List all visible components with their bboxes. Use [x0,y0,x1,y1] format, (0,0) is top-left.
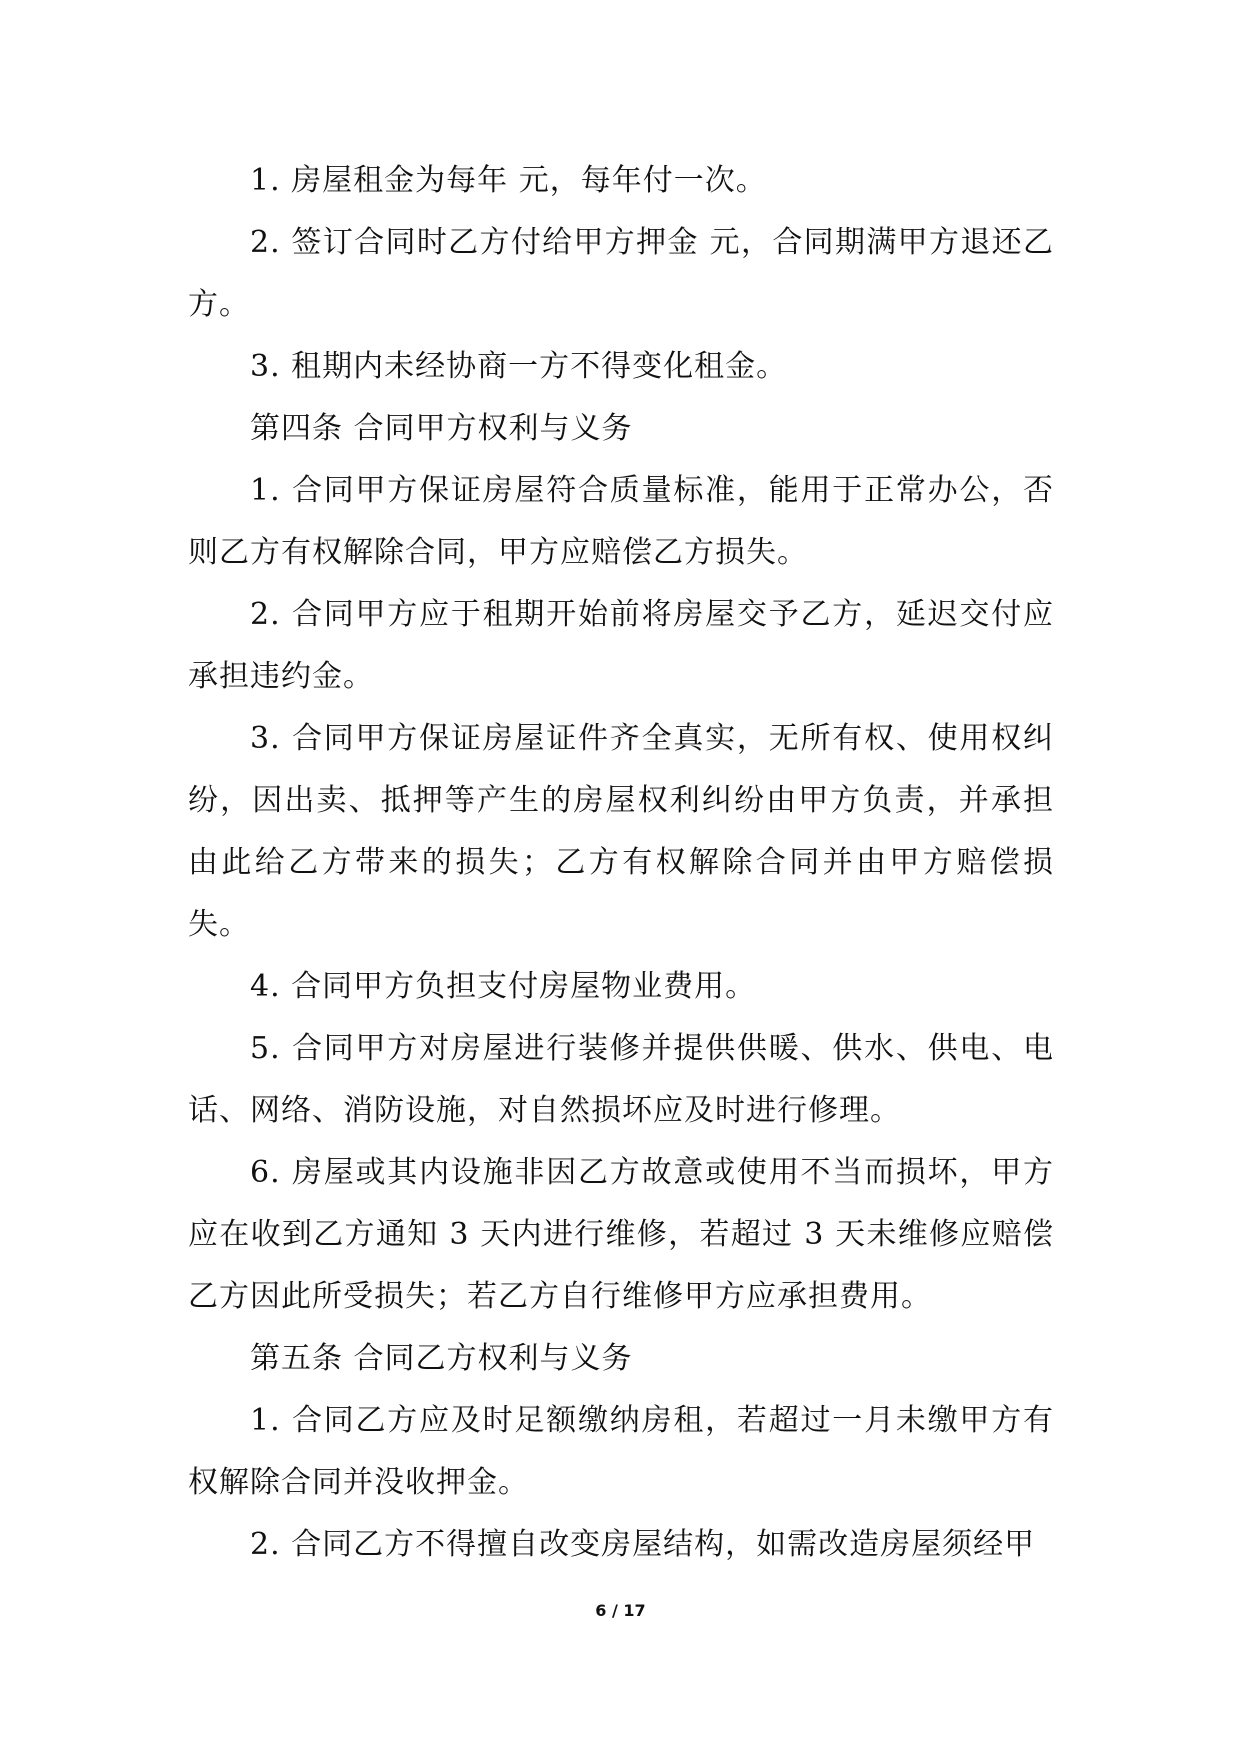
article-4-clause-1: 1. 合同甲方保证房屋符合质量标准，能用于正常办公，否则乙方有权解除合同，甲方应赔偿乙方损失。 [188,473,1054,570]
article-5-clause-1: 1. 合同乙方应及时足额缴纳房租，若超过一月未缴甲方有权解除合同并没收押金。 [188,1403,1054,1500]
article-4-clause-3: 3. 合同甲方保证房屋证件齐全真实，无所有权、使用权纠纷，因出卖、抵押等产生的房屋权利纠纷由甲方负责，并承担由此给乙方带来的损失；乙方有权解除合同并由甲方赔偿损失。 [188,721,1054,942]
page-number: 6 / 17 [595,1601,646,1620]
document-body [188,150,1054,1576]
rent-clause-2: 2. 签订合同时乙方付给甲方押金 元，合同期满甲方退还乙方。 [188,225,1054,322]
article-4-heading: 第四条 合同甲方权利与义务 [250,411,633,446]
article-4-clause-4: 4. 合同甲方负担支付房屋物业费用。 [250,969,757,1004]
rent-clause-1: 1. 房屋租金为每年 元，每年付一次。 [250,163,767,198]
article-4-clause-6: 6. 房屋或其内设施非因乙方故意或使用不当而损坏，甲方应在收到乙方通知 3 天内进行维修，若超过 3 天未维修应赔偿乙方因此所受损失；若乙方自行维修甲方应承担费用。 [188,1155,1054,1314]
article-4-clause-2: 2. 合同甲方应于租期开始前将房屋交予乙方，延迟交付应承担违约金。 [188,597,1054,694]
article-5-clause-2: 2. 合同乙方不得擅自改变房屋结构，如需改造房屋须经甲 [250,1527,1036,1562]
article-4-clause-5: 5. 合同甲方对房屋进行装修并提供供暖、供水、供电、电话、网络、消防设施，对自然损坏应及时进行修理。 [188,1031,1054,1128]
article-5-heading: 第五条 合同乙方权利与义务 [250,1341,633,1376]
rent-clause-3: 3. 租期内未经协商一方不得变化租金。 [250,349,788,384]
